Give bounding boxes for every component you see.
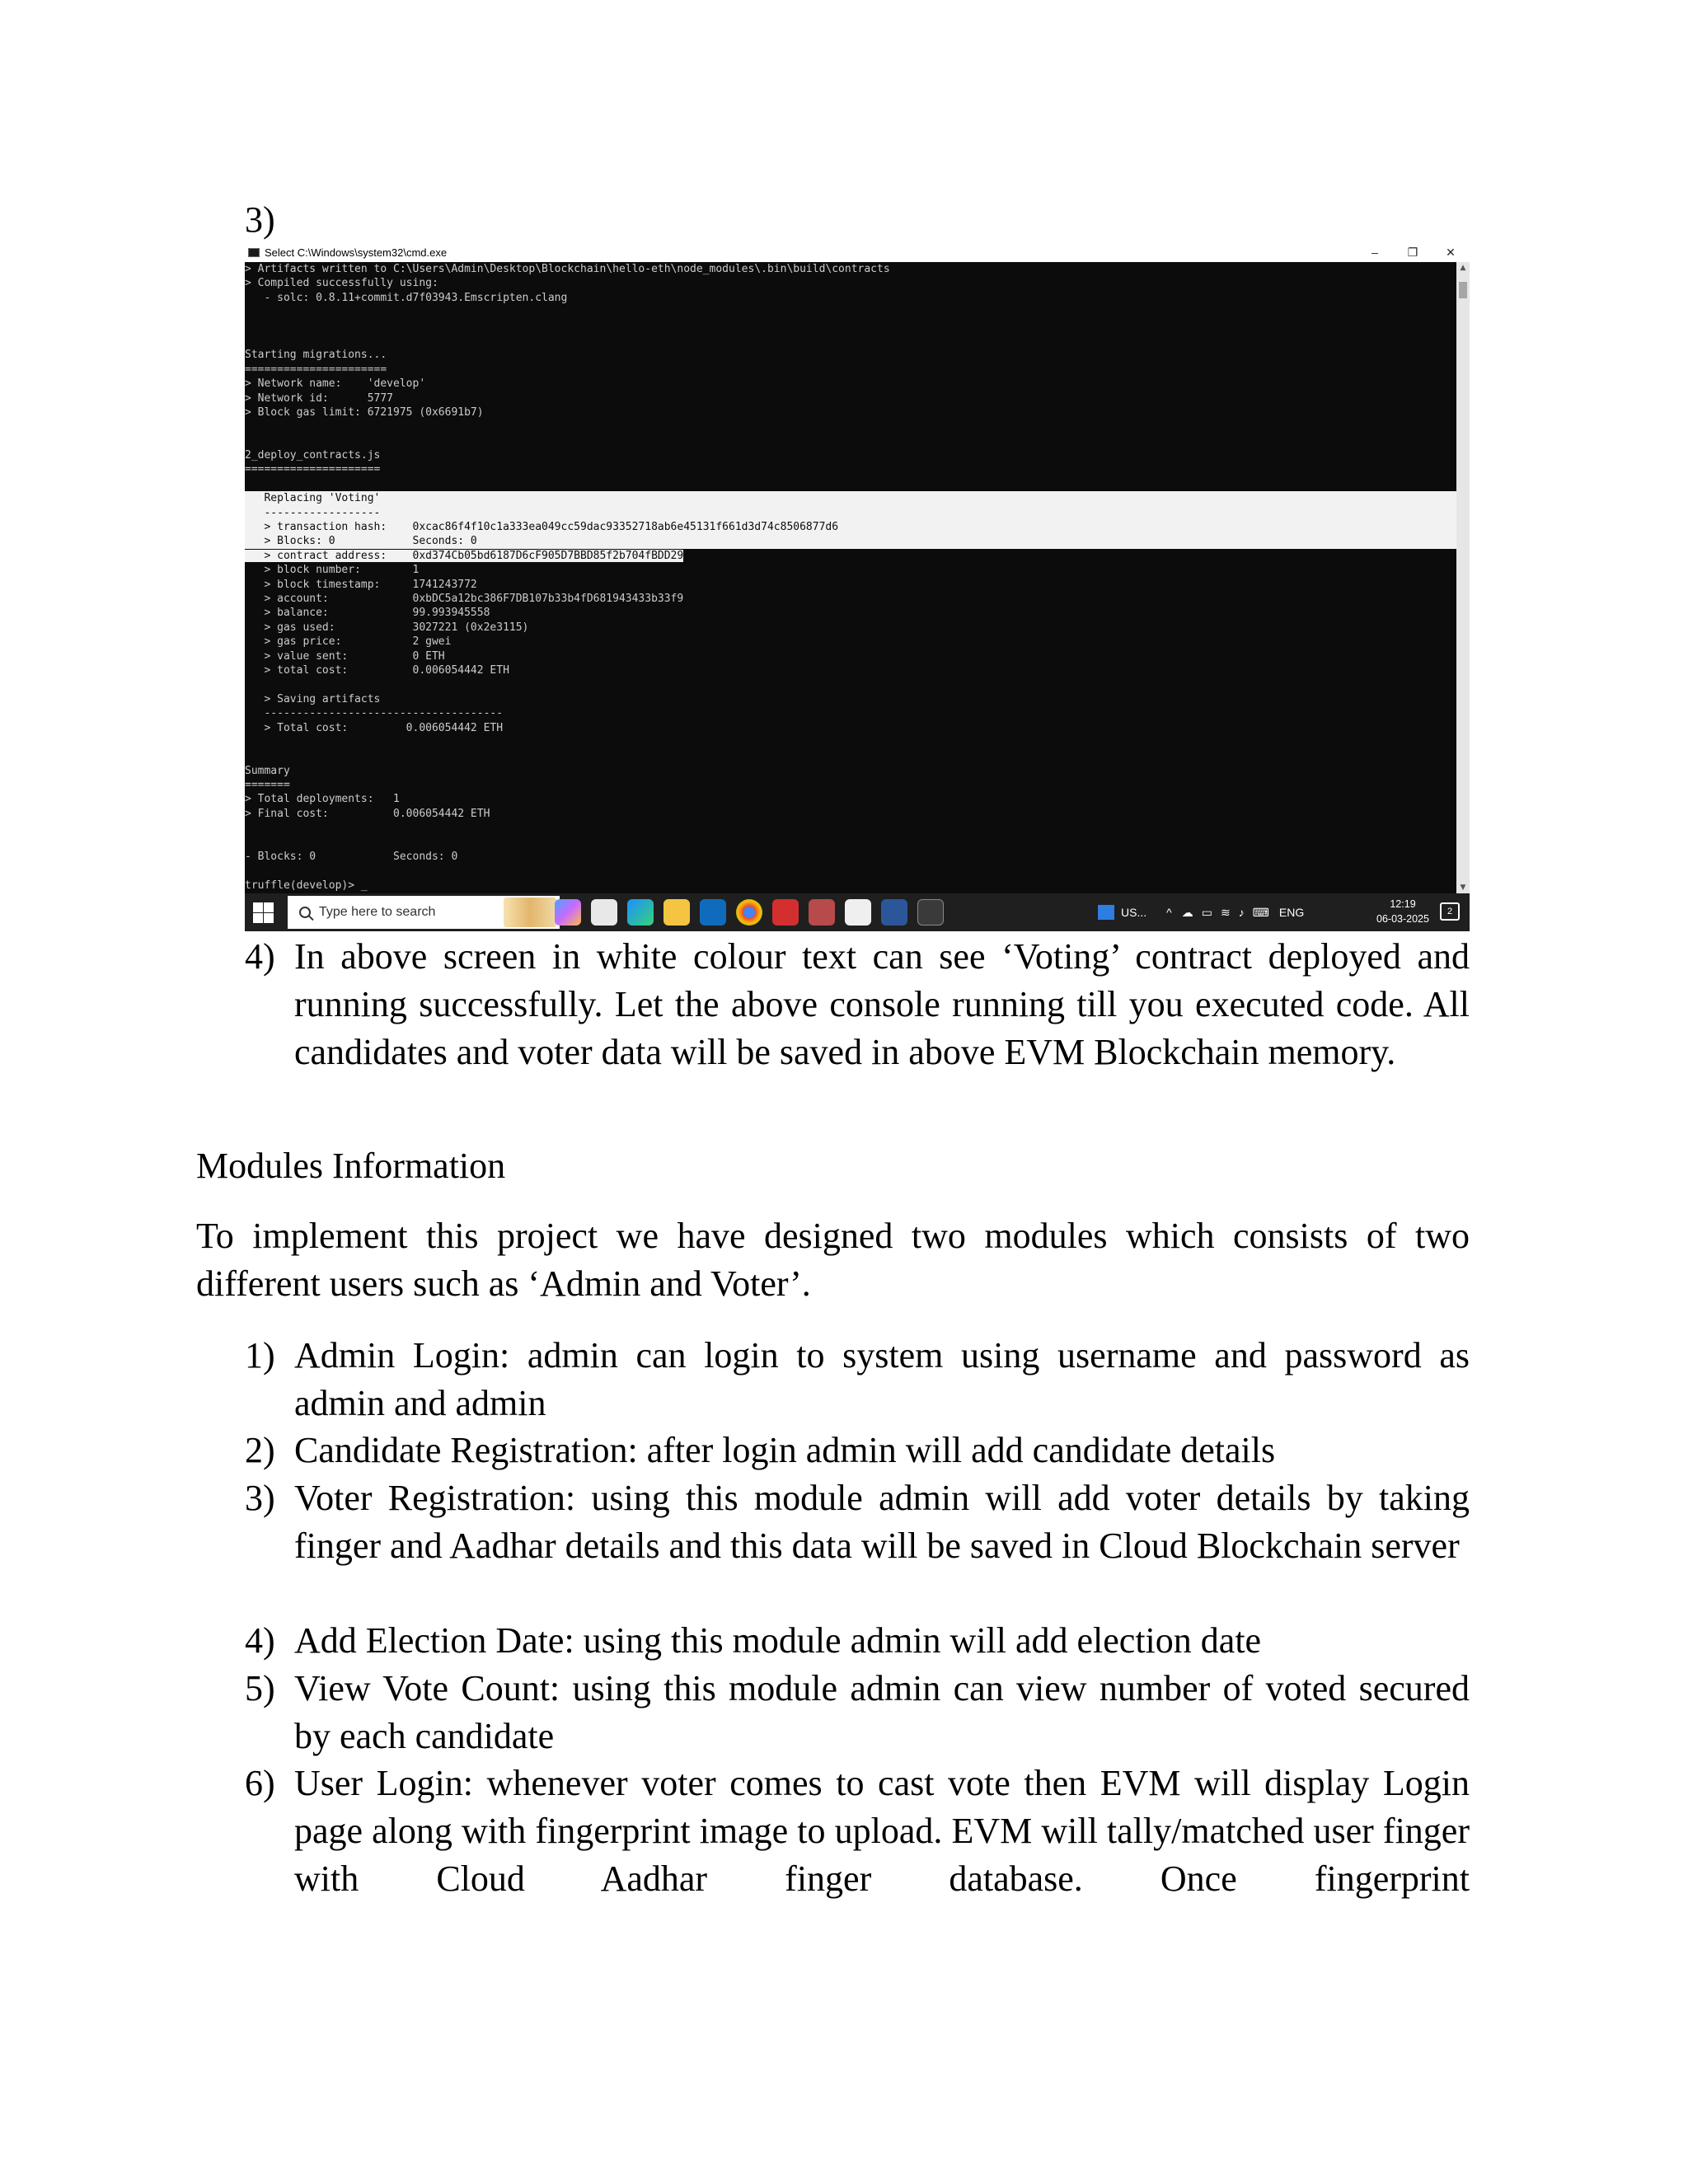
console-line: > block timestamp: 1741243772 (245, 578, 477, 591)
store-icon[interactable] (591, 899, 617, 926)
wifi-icon[interactable]: ≋ (1220, 905, 1231, 919)
console-line (245, 677, 1456, 691)
console-line (245, 864, 1456, 878)
console-screenshot (245, 242, 1470, 931)
console-line: > Total deployments: 1 (245, 793, 400, 806)
section-heading: Modules Information (196, 1146, 506, 1186)
selected-text: > contract address: 0xd374Cb05bd6187D6cF905D7BBD85f2b704fBDD29 (245, 549, 684, 562)
console-line: > Network name: 'develop' (245, 377, 426, 391)
window-titlebar (245, 242, 1470, 262)
chevron-up-icon[interactable]: ^ (1166, 906, 1172, 919)
console-line: > account: 0xbDC5a12bc386F7DB107b33b4fD681943433b33f9 (245, 592, 684, 605)
console-line (245, 305, 1456, 319)
step-text: In above screen in white colour text can see ‘Voting’ contract deployed and running successfully. Let the above console running till you executed code. All candidates and voter data will be saved in above EVM Blockchain memory. (294, 936, 1470, 1072)
copilot-icon[interactable] (555, 899, 581, 926)
list-item-number: 3) (245, 1478, 275, 1518)
list-item: View Vote Count: using this module admin can view number of voted secured by each candidate (294, 1668, 1470, 1756)
taskbar (245, 893, 1470, 931)
search-placeholder: Type here to search (319, 905, 436, 919)
console-line: - solc: 0.8.11+commit.d7f03943.Emscripten.clang (245, 291, 568, 304)
step-number: 3) (245, 199, 275, 240)
window-title: Select C:\Windows\system32\cmd.exe (265, 246, 448, 259)
console-line (245, 320, 1456, 334)
edge-icon[interactable] (627, 899, 654, 926)
console-line: Replacing 'Voting' (245, 491, 1456, 505)
console-line: > total cost: 0.006054442 ETH (245, 663, 509, 677)
list-item-number: 2) (245, 1430, 275, 1470)
scroll-thumb[interactable] (1459, 282, 1467, 298)
tray-label[interactable]: US... (1121, 906, 1147, 919)
list-item-number: 5) (245, 1668, 275, 1708)
list-item: Admin Login: admin can login to system using username and password as admin and admin (294, 1335, 1470, 1423)
word-icon[interactable] (881, 899, 907, 926)
file-explorer-icon[interactable] (663, 899, 690, 926)
console-line: ====================== (245, 363, 387, 376)
notification-icon[interactable] (1440, 902, 1460, 921)
minimize-button[interactable]: – (1372, 246, 1378, 259)
console-line: > Compiled successfully using: (245, 277, 438, 290)
battery-icon[interactable]: ▭ (1201, 905, 1212, 919)
taskbar-clock[interactable] (1374, 897, 1432, 926)
console-line: > block number: 1 (245, 564, 420, 577)
scroll-down-icon[interactable]: ▼ (1460, 883, 1466, 892)
console-line: > Final cost: 0.006054442 ETH (245, 807, 490, 820)
document-icon[interactable] (845, 899, 871, 926)
scroll-up-icon[interactable]: ▲ (1460, 264, 1466, 272)
list-item-number: 4) (245, 1620, 275, 1661)
console-line: Starting migrations... (245, 349, 387, 362)
pdf-tool-icon[interactable] (809, 899, 835, 926)
list-item-number: 1) (245, 1335, 275, 1376)
list-item: Candidate Registration: after login admin will add candidate details (294, 1430, 1276, 1470)
console-line (245, 419, 1456, 434)
cmd-icon (248, 248, 260, 257)
console-line (245, 477, 1456, 491)
clock-date: 06-03-2025 (1376, 913, 1429, 925)
console-line (245, 749, 1456, 763)
console-line: > gas used: 3027221 (0x2e3115) (245, 621, 529, 634)
language-indicator[interactable]: ENG (1278, 906, 1305, 919)
console-line: ===================== (245, 463, 381, 476)
outlook-icon[interactable] (700, 899, 726, 926)
widget-icon[interactable] (1098, 905, 1114, 920)
console-line (245, 549, 1456, 563)
console-line: truffle(develop)> _ (245, 879, 368, 892)
keyboard-icon[interactable]: ⌨ (1252, 905, 1269, 919)
list-item: Voter Registration: using this module admin will add voter details by taking finger and Aadhar details and this data will be saved in Cloud Blockchain server (294, 1478, 1470, 1566)
console-line: > Network id: 5777 (245, 391, 394, 405)
search-highlight-image (504, 898, 556, 927)
console-line: > balance: 99.993945558 (245, 607, 490, 620)
system-tray (1098, 893, 1304, 931)
notification-count: 2 (1447, 907, 1453, 916)
console-line: Summary (245, 764, 290, 777)
console-line (245, 821, 1456, 835)
list-item: Add Election Date: using this module admin will add election date (294, 1620, 1262, 1661)
console-line: 2_deploy_contracts.js (245, 449, 381, 462)
search-icon (299, 907, 311, 918)
console-scrollbar[interactable] (1456, 262, 1470, 893)
windows-start-icon[interactable] (251, 901, 274, 924)
close-button[interactable]: ✕ (1446, 245, 1456, 259)
clock-time: 12:19 (1390, 898, 1416, 910)
console-line: ------------------------------------- (245, 707, 504, 720)
console-line: ======= (245, 779, 290, 792)
console-line: > Blocks: 0 Seconds: 0 (245, 534, 1456, 548)
taskbar-search[interactable] (288, 896, 560, 929)
console-line: > Saving artifacts (245, 692, 381, 705)
chrome-icon[interactable] (736, 899, 762, 926)
console-line: > Block gas limit: 6721975 (0x6691b7) (245, 405, 484, 419)
console-line: > transaction hash: 0xcac86f4f10c1a333ea049cc59dac93352718ab6e45131f661d3d74c8506877d6 (245, 520, 1456, 534)
console-line: > value sent: 0 ETH (245, 649, 445, 663)
acrobat-icon[interactable] (772, 899, 799, 926)
console-line (245, 334, 1456, 348)
onedrive-icon[interactable]: ☁ (1181, 905, 1193, 919)
list-item-number: 6) (245, 1763, 275, 1803)
console-line (245, 434, 1456, 448)
volume-icon[interactable]: ♪ (1238, 906, 1245, 919)
list-item: User Login: whenever voter comes to cast vote then EVM will display Login page along with fingerprint image to upload. EVM will tally/matched user finger with Cloud Aadhar finger database. Once fingerprint (294, 1763, 1470, 1899)
console-line: > gas price: 2 gwei (245, 635, 452, 649)
console-line (245, 735, 1456, 749)
terminal-icon[interactable] (917, 899, 944, 926)
console-line: > Artifacts written to C:\Users\Admin\Desktop\Blockchain\hello-eth\node_modules\.bin\build\contracts (245, 263, 890, 275)
restore-button[interactable]: ❐ (1407, 245, 1418, 259)
console-line: > Total cost: 0.006054442 ETH (245, 721, 504, 734)
console-line: - Blocks: 0 Seconds: 0 (245, 851, 458, 864)
console-output[interactable] (245, 262, 1456, 893)
intro-paragraph: To implement this project we have designed two modules which consists of two different users such as ‘Admin and Voter’. (196, 1216, 1470, 1304)
step-number: 4) (245, 936, 275, 977)
console-line (245, 836, 1456, 850)
console-line: ------------------ (245, 506, 1456, 520)
